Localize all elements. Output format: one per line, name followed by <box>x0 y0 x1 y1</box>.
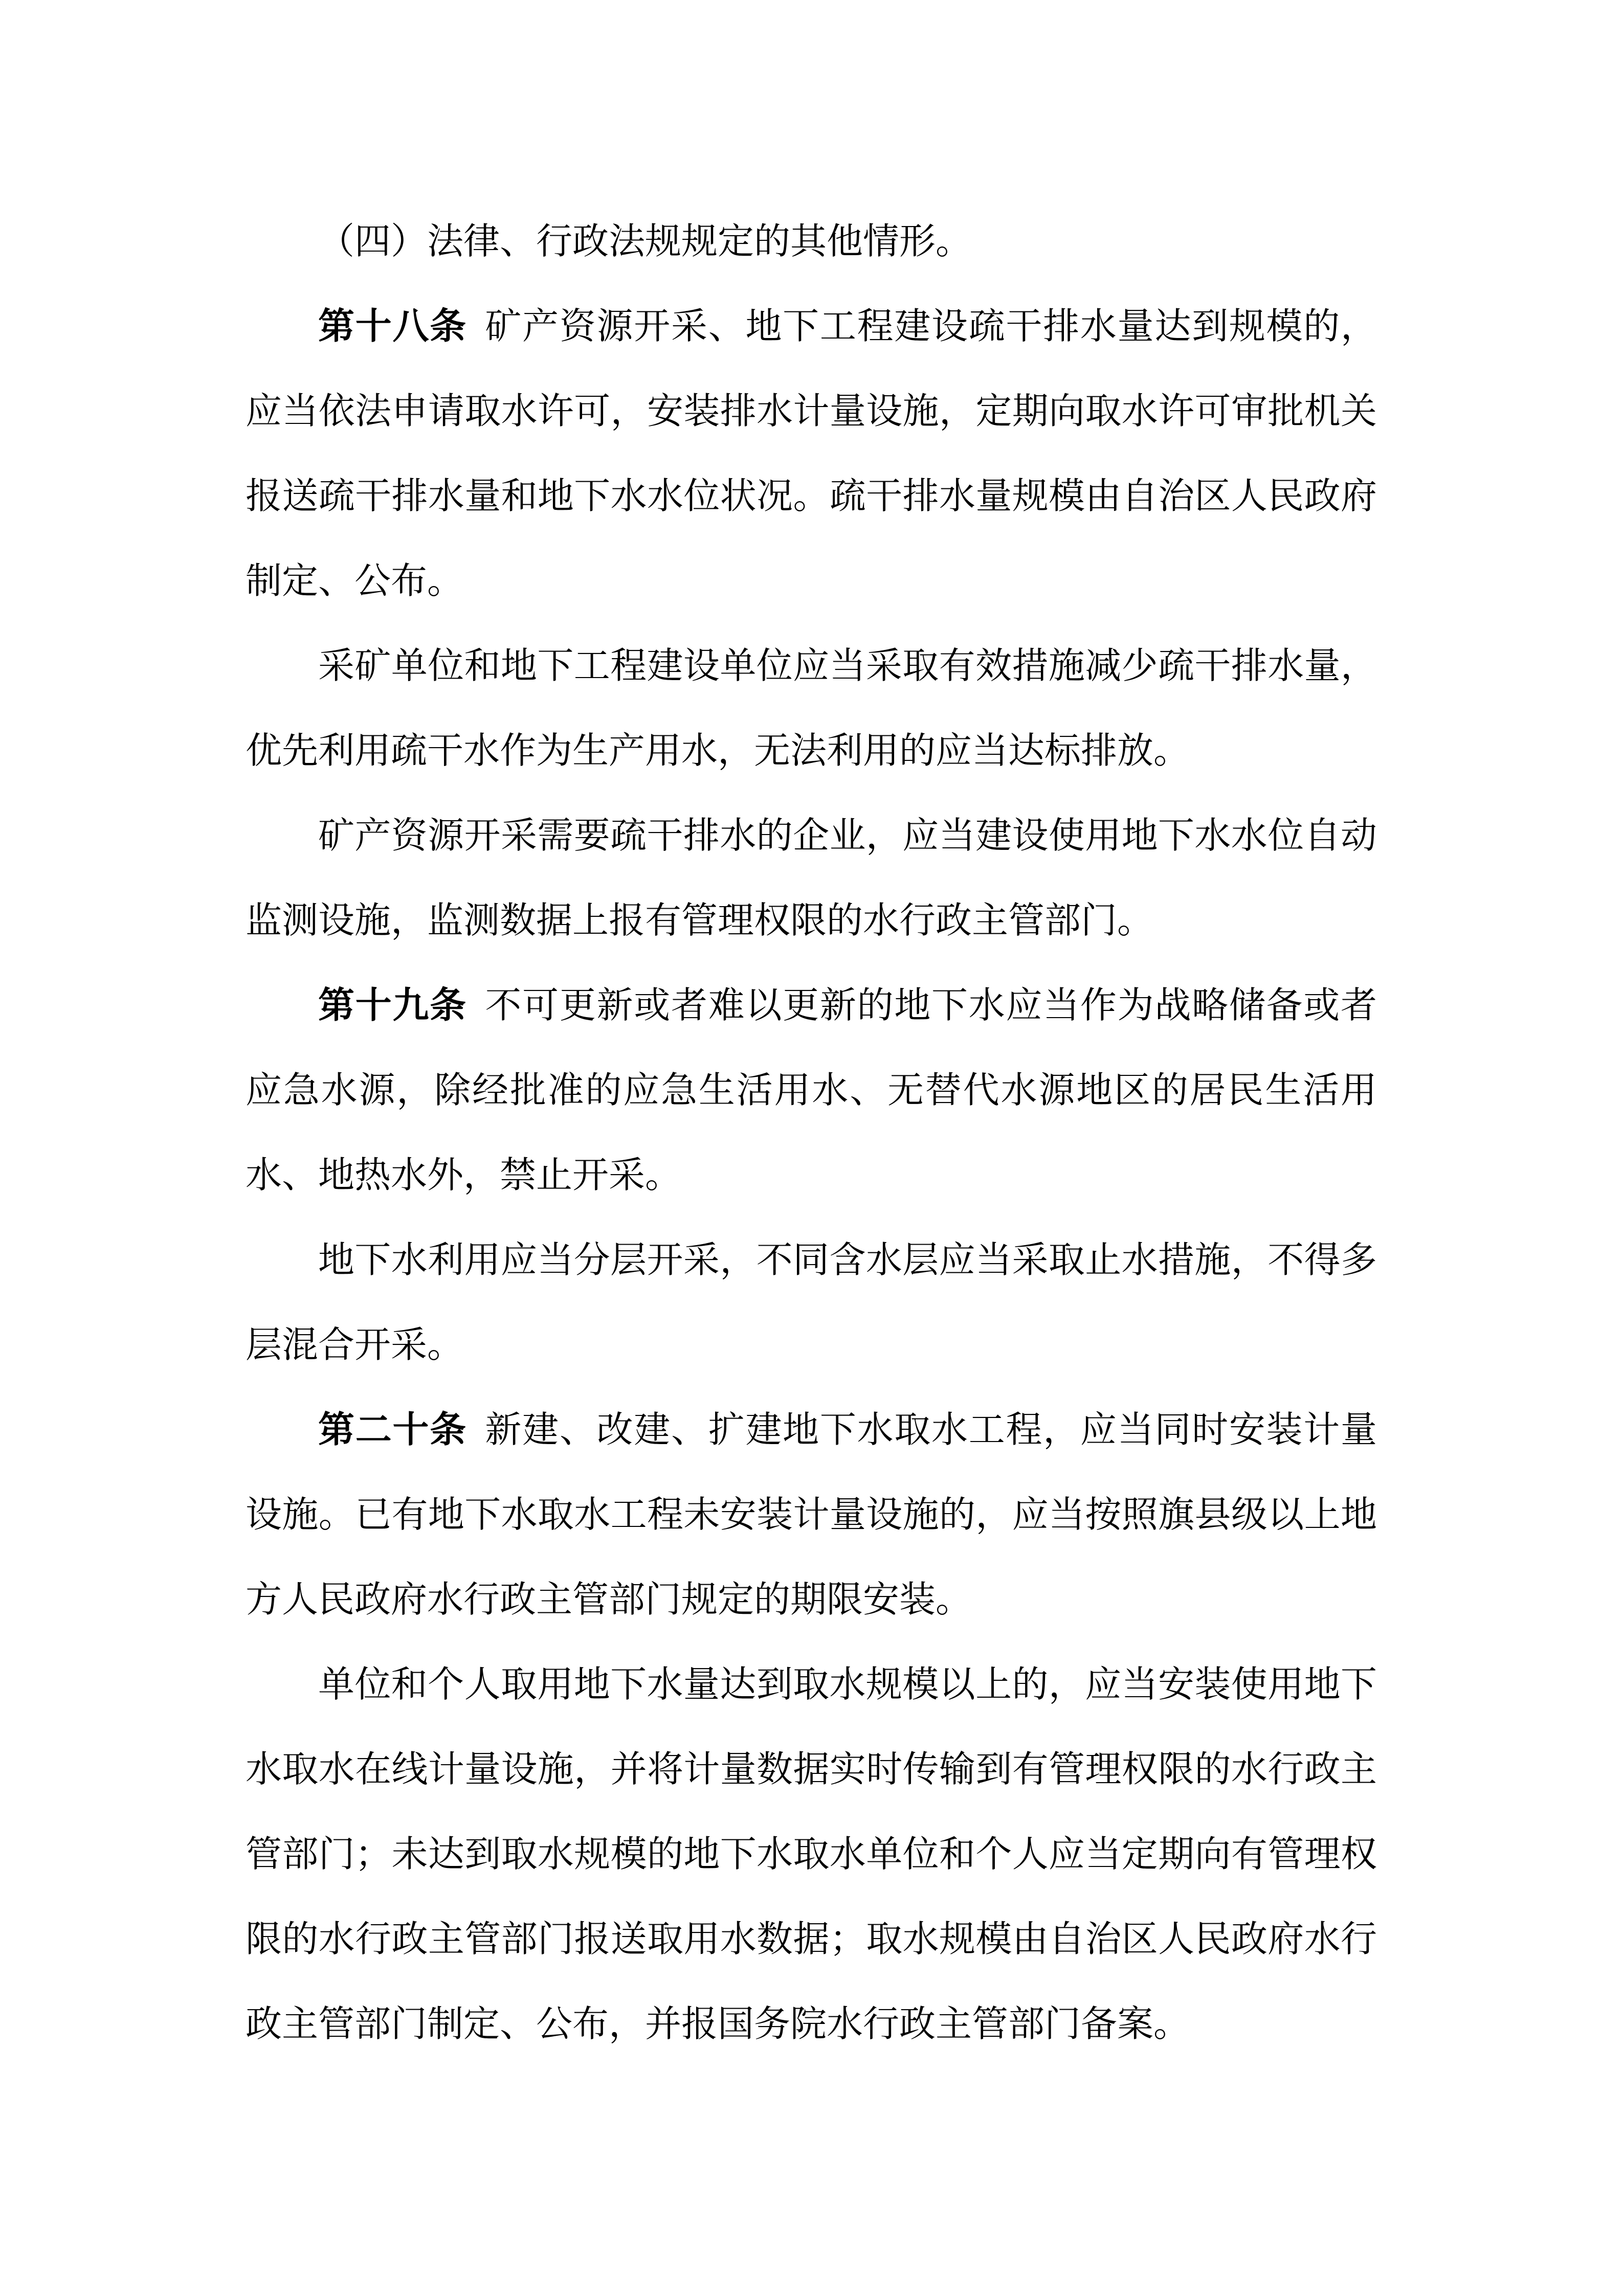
paragraph <box>246 284 1377 624</box>
paragraph-text: （四）法律、行政法规规定的其他情形。 <box>318 221 972 262</box>
paragraph-text: 矿产资源开采、地下工程建设疏干排水量达到规模的，应当依法申请取水许可，安装排水计量设施，定期向取水许可审批机关报送疏干排水量和地下水水位状况。疏干排水量规模由自治区人民政府制定、公布。 <box>246 306 1377 601</box>
paragraph-text: 新建、改建、扩建地下水取水工程，应当同时安装计量设施。已有地下水取水工程未安装计量设施的，应当按照旗县级以上地方人民政府水行政主管部门规定的期限安装。 <box>246 1410 1377 1620</box>
article-number: 第十九条 <box>318 985 467 1026</box>
paragraph <box>246 199 1377 284</box>
paragraph-text: 单位和个人取用地下水量达到取水规模以上的，应当安装使用地下水取水在线计量设施，并将计量数据实时传输到有管理权限的水行政主管部门；未达到取水规模的地下水取水单位和个人应当定期向有管理权限的水行政主管部门报送取用水数据；取水规模由自治区人民政府水行政主管部门制定、公布，并报国务院水行政主管部门备案。 <box>246 1664 1377 2044</box>
paragraph <box>246 1642 1377 2067</box>
paragraph-text: 不可更新或者难以更新的地下水应当作为战略储备或者应急水源，除经批准的应急生活用水、无替代水源地区的居民生活用水、地热水外，禁止开采。 <box>246 985 1377 1196</box>
paragraph <box>246 1218 1377 1388</box>
paragraph <box>246 1388 1377 1642</box>
paragraph <box>246 624 1377 794</box>
paragraph <box>246 794 1377 963</box>
paragraph-text: 矿产资源开采需要疏干排水的企业，应当建设使用地下水水位自动监测设施，监测数据上报有管理权限的水行政主管部门。 <box>246 816 1377 941</box>
paragraph-text: 采矿单位和地下工程建设单位应当采取有效措施减少疏干排水量，优先利用疏干水作为生产用水，无法利用的应当达标排放。 <box>246 646 1377 771</box>
text-block <box>246 199 1377 2067</box>
paragraph-text: 地下水利用应当分层开采，不同含水层应当采取止水措施，不得多层混合开采。 <box>246 1240 1377 1365</box>
paragraph <box>246 963 1377 1218</box>
article-number: 第十八条 <box>318 306 467 347</box>
article-number: 第二十条 <box>318 1410 467 1450</box>
